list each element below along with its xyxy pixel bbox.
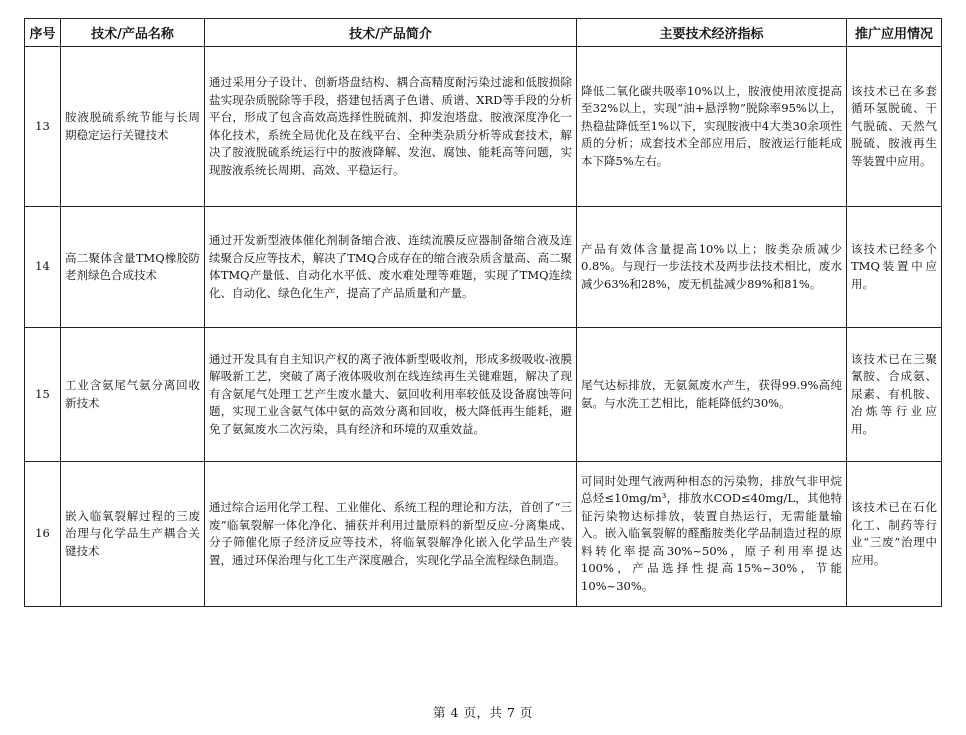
row-product-intro: 通过采用分子设计、创新塔盘结构、耦合高精度耐污染过滤和低胺损除盐实现杂质脱除等手段，搭建包括离子色谱、质谱、XRD等手段的分析平台，形成了包含高效高选择性脱硫剂、抑发泡塔盘、胺液深度净化一体化技术，系统全局优化及在线平台、全种类杂质分析等成套技术，解决了胺液脱硫系统运行中的胺液降解、发泡、腐蚀、能耗高等问题，实现胺液系统长周期、高效、平稳运行。 xyxy=(205,47,577,207)
page-footer xyxy=(0,703,966,721)
row-product-name: 嵌入临氧裂解过程的三废治理与化学品生产耦合关键技术 xyxy=(61,462,205,607)
table-row xyxy=(25,47,942,207)
row-application-status: 该技术已经多个TMQ装置中应用。 xyxy=(847,207,942,328)
header-application-status: 推广应用情况 xyxy=(847,19,942,47)
row-number: 16 xyxy=(25,462,61,607)
row-key-indicators: 降低二氧化碳共吸率10%以上，胺液使用浓度提高至32%以上，实现“油+悬浮物”脱除率95%以上，热稳盐降低至1%以下，实现胺液中4大类30余项性质的分析；成套技术全部应用后，胺液运行能耗成本下降5%左右。 xyxy=(577,47,847,207)
row-key-indicators: 可同时处理气液两种相态的污染物，排放气非甲烷总烃≤10mg/m³，排放水COD≤40mg/L，其他特征污染物达标排放，装置自热运行，无需能量输入。嵌入临氧裂解的醛酯胺类化学品制造过程的原料转化率提高30%~50%，原子利用率提达100%，产品选择性提高15%~30%，节能10%~30%。 xyxy=(577,462,847,607)
table-row xyxy=(25,328,942,462)
technology-table xyxy=(24,18,942,607)
table-row xyxy=(25,462,942,607)
row-product-intro: 通过综合运用化学工程、工业催化、系统工程的理论和方法，首创了“三废”临氧裂解一体化净化、捕获并利用过量原料的新型反应-分离集成、分子筛催化原子经济反应等技术，将临氧裂解净化嵌入化学品生产装置，通过环保治理与化工生产深度融合，实现化学品全流程绿色制造。 xyxy=(205,462,577,607)
footer-page-mid: 页，共 xyxy=(463,705,503,720)
row-product-name: 高二聚体含量TMQ橡胶防老剂绿色合成技术 xyxy=(61,207,205,328)
footer-page-prefix: 第 xyxy=(433,705,447,720)
table-header-row xyxy=(25,19,942,47)
table-row xyxy=(25,207,942,328)
row-product-intro: 通过开发新型液体催化剂制备缩合液、连续流膜反应器制备缩合液及连续聚合反应等技术，解决了TMQ合成存在的缩合液杂质含量高、高二聚体TMQ产量低、自动化水平低、废水难处理等难题，实现了TMQ连续化、自动化、绿色化生产，提高了产品质量和产量。 xyxy=(205,207,577,328)
row-key-indicators: 产品有效体含量提高10%以上；胺类杂质减少0.8%。与现行一步法技术及两步法技术相比，废水减少63%和28%，废无机盐减少89%和81%。 xyxy=(577,207,847,328)
row-application-status: 该技术已在多套循环氢脱硫、干气脱硫、天然气脱硫、胺液再生等装置中应用。 xyxy=(847,47,942,207)
header-key-indicators: 主要技术经济指标 xyxy=(577,19,847,47)
footer-page-total: 7 xyxy=(506,705,516,720)
row-number: 13 xyxy=(25,47,61,207)
row-application-status: 该技术已在三聚氰胺、合成氨、尿素、有机胺、冶炼等行业应用。 xyxy=(847,328,942,462)
row-product-name: 胺液脱硫系统节能与长周期稳定运行关键技术 xyxy=(61,47,205,207)
footer-page-number: 4 xyxy=(450,705,459,720)
row-product-name: 工业含氨尾气氨分离回收新技术 xyxy=(61,328,205,462)
row-application-status: 该技术已在石化化工、制药等行业“三废”治理中应用。 xyxy=(847,462,942,607)
header-serial-number: 序号 xyxy=(25,19,61,47)
row-product-intro: 通过开发具有自主知识产权的离子液体新型吸收剂，形成多级吸收-液膜解吸新工艺，突破了离子液体吸收剂在线连续再生关键难题，解决了现有含氨尾气处理工艺产生废水量大、氨回收利用率较低及设备腐蚀等问题，实现工业含氨气体中氨的高效分离和回收，极大降低再生能耗，避免了氨氮废水二次污染，具有经济和环境的双重效益。 xyxy=(205,328,577,462)
header-product-name: 技术/产品名称 xyxy=(61,19,205,47)
footer-page-suffix: 页 xyxy=(519,705,533,720)
row-number: 15 xyxy=(25,328,61,462)
row-number: 14 xyxy=(25,207,61,328)
header-product-intro: 技术/产品简介 xyxy=(205,19,577,47)
row-key-indicators: 尾气达标排放，无氨氮废水产生，获得99.9%高纯氨。与水洗工艺相比，能耗降低约30%。 xyxy=(577,328,847,462)
